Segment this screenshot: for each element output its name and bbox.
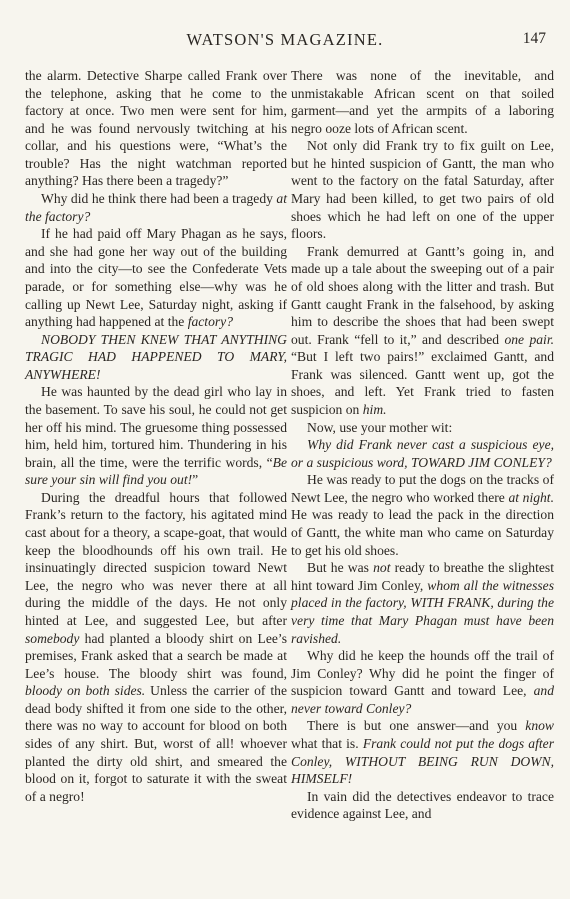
italic-text: not [373,560,391,576]
italic-text: at night. [508,489,554,505]
italic-text: him. [362,401,387,417]
running-title: WATSON'S MAGAZINE. [186,30,384,49]
continued-paragraph [291,67,554,137]
paragraph [291,436,554,471]
page-header [24,30,546,52]
text-run: ” [192,472,199,488]
italic-text: NOBODY THEN KNEW THAT ANYTHING TRAGIC HAD HAPPENED TO MARY, ANYWHERE! [25,331,287,382]
paragraph [291,419,554,437]
italic-text: and never toward Conley? [291,683,554,716]
paragraph [25,225,287,330]
paragraph [291,647,554,717]
text-run: He was ready to put the dogs on the tracks of Newt Lee, the negro who worked there [291,472,554,505]
italic-text: Be sure your sin will find you out! [25,454,287,488]
italic-text: Why did Frank never cast a suspicious eye, or a suspicious word, TOWARD JIM CONLEY? [291,437,554,470]
text-run: Unless the carrier of the dead body shifted it from one side to the other, there was no way to account for blood on both sides of any shirt. But, worst of all! whoever planted the dirty old shirt, and smeared the blood on it, forgot to saturate it with the sweat of a negro! [25,683,287,804]
text-run: ready to breathe the slightest hint toward Jim Conley, [291,560,554,593]
italic-text: know [525,718,554,734]
text-run: But he was [307,560,374,576]
text-run: During the dreadful hours that followed Frank’s return to the factory, his agitated mind cast about for a theory, a scape-goat, that would keep the bloodhounds off his own trail. He insinuatingly directed suspicion toward Newt Lee, the negro who was never there at all during the middle of the days. He not only hinted at Lee, and suggested Lee, but after [25,489,287,628]
italic-text: one pair. [504,331,554,347]
continued-paragraph [25,67,287,190]
text-run: had planted a bloody shirt on Lee’s premises, Frank asked that a search be made at Lee’s house. The bloody shirt was found, [25,630,287,681]
text-run: There is but one answer—and you [307,718,526,734]
paragraph [291,471,554,559]
paragraph [291,243,554,419]
text-run: Why did he keep the hounds off the trail of Jim Conley? Why did he point the finger of suspicion toward Gantt and toward Lee, [291,648,554,699]
paragraph [291,559,554,647]
page-number: 147 [522,30,546,47]
paragraph [291,137,554,242]
text-run: what that is. [291,735,363,751]
italic-text: somebody [25,630,80,646]
text-run: There was none of the inevitable, and unmistakable African scent on that soiled garment—and yet the armpits of a laboring negro ooze lots of African scent. [291,68,554,136]
text-run: He was haunted by the dead girl who lay in the basement. To save his soul, he could not get her off his mind. The gruesome thing possessed him, held him, tortured him. Thundering in his brain, all the time, were the terrific words, “ [25,384,287,470]
paragraph [25,190,287,225]
right-column [291,67,554,823]
italic-text: bloody on both sides. [25,683,146,699]
paragraph [25,331,287,384]
text-run: “But I left two pairs!” exclaimed Gantt, and Frank was silenced. Gantt went up, got the shoes, and left. Yet Frank tried to fasten suspicion on [291,349,554,417]
italic-text: Frank could not put the dogs after Conley, WITHOUT BEING RUN DOWN, HIMSELF! [291,735,554,787]
paragraph [291,788,554,823]
text-run: Now, use your mother wit: [307,419,453,435]
text-run: Frank demurred at Gantt’s going in, and made up a tale about the sweeping out of a pair of old shoes along with the litter and trash. But Gantt caught Frank in the falsehood, by asking him to describe the shoes that had been swept out. Frank “fell to it,” and described [291,243,554,347]
italic-text: at the factory? [25,191,287,224]
text-run: the alarm. Detective Sharpe called Frank over the telephone, asking that he come to the factory at once. Two men were sent for him, and he was found nervously twitching at his collar, and his questions were, “What’s the trouble? Has the night watchman reported anything? Has there been a tragedy?” [25,68,287,189]
italic-text: factory? [187,314,234,330]
text-run: In vain did the detectives endeavor to trace evidence against Lee, and [291,788,554,822]
text-run: He was ready to lead the pack in the direction of Gantt, the white man who came on Saturday to get his old shoes. [291,507,554,558]
text-run: Why did he think there had been a tragedy [41,191,277,207]
text-run: If he had paid off Mary Phagan as he says, and she had gone her way out of the building and into the city—to see the Confederate Vets parade, or for something else—why was he calling up Newt Lee, Saturday night, asking if anything had happened at the [25,226,287,330]
paragraph [291,717,554,787]
paragraph [25,383,287,488]
italic-text: whom all the witnesses placed in the factory, WITH FRANK, during the very time that Mary Phagan must have been ravished. [291,577,554,646]
left-column [25,67,287,805]
paragraph [25,489,287,805]
text-run: Not only did Frank try to fix guilt on Lee, but he hinted suspicion of Gantt, the man who went to the factory on the fatal Saturday, after Mary had been killed, to get two pairs of old shoes which he had left on one of the upper floors. [291,138,554,242]
